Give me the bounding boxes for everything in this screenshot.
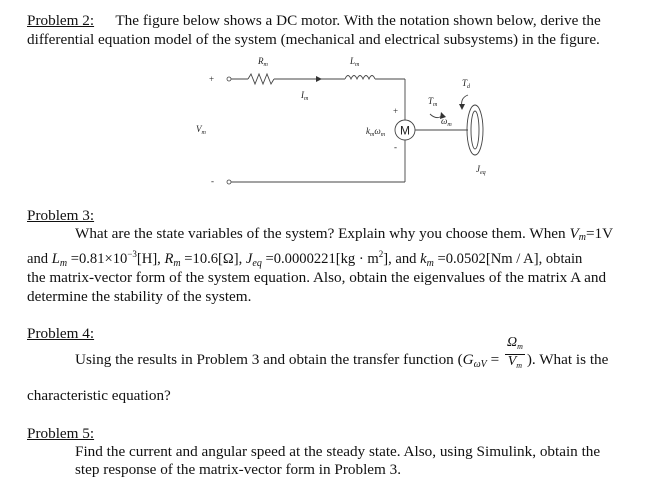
plus-top-label: + (209, 74, 215, 84)
torque-disturbance-arrow-icon (459, 104, 465, 110)
plus-motor-label: + (393, 106, 399, 116)
problem2-line2: differential equation model of the system (mechanical and electrical subsystems) in the figure. (27, 31, 600, 48)
problem4-label: Problem 4: (27, 325, 95, 342)
problem4-line1: Using the results in Problem 3 and obtain the transfer function ($G_{\omega V}$ = $\frac{\Omega_m}{V_m}$ ). What is the (75, 348, 608, 374)
minus-bottom-label: - (211, 176, 214, 186)
problem5-label: Problem 5: (27, 425, 95, 442)
td-label: $T_d$ (462, 78, 471, 90)
backemf-label: $k_m\omega_m$ (366, 126, 386, 138)
resistor-symbol (248, 74, 274, 84)
voltage-label: $V_m$ (196, 124, 206, 136)
terminal-top (227, 77, 231, 81)
problem2-text-1: The figure below shows a DC motor. With the notation shown below, derive the (115, 12, 601, 29)
current-arrow-icon (316, 76, 322, 82)
minus-motor-label: - (394, 142, 397, 152)
current-label: $I_m$ (301, 90, 309, 102)
motor-label: M (400, 123, 410, 138)
omega-label: $\omega_m$ (441, 116, 452, 128)
problem3-line3: the matrix-vector form of the system equation. Also, obtain the eigenvalues of the matrix A and (27, 269, 607, 286)
problem3-line1: What are the state variables of the system? Explain why you choose them. When $V_m=1V$ (75, 225, 614, 243)
inductor-symbol (345, 76, 375, 80)
terminal-bottom (227, 180, 231, 184)
resistor-label: $R_m$ (258, 56, 268, 68)
problem2-label: Problem 2: (27, 12, 95, 29)
flywheel-symbol (467, 105, 483, 155)
circuit-wires (231, 74, 483, 182)
problem3-label: Problem 3: (27, 207, 95, 224)
problem3-line2: and $L_m =0.81\times 10^{-3}[H]$, $R_m =10.6[\Omega]$, $J_{eq} =0.0000221[kg \cdot m^2]$, and $k_m =0.0502[Nm / A]$, obtain (27, 249, 583, 269)
problem5-line2: step response of the matrix-vector form in Problem 3. (75, 461, 402, 478)
problem3-line4: determine the stability of the system. (27, 288, 252, 305)
transfer-fraction: $\frac{\Omega_m}{V_m}$ (506, 335, 523, 370)
inductor-label: $L_m$ (350, 56, 360, 68)
problem5-line1: Find the current and angular speed at the steady state. Also, using Simulink, obtain the (75, 443, 601, 460)
jeq-label: $J_{eq}$ (476, 164, 486, 176)
tm-label: $T_m$ (428, 96, 438, 108)
problem4-line2: characteristic equation? (27, 387, 171, 404)
